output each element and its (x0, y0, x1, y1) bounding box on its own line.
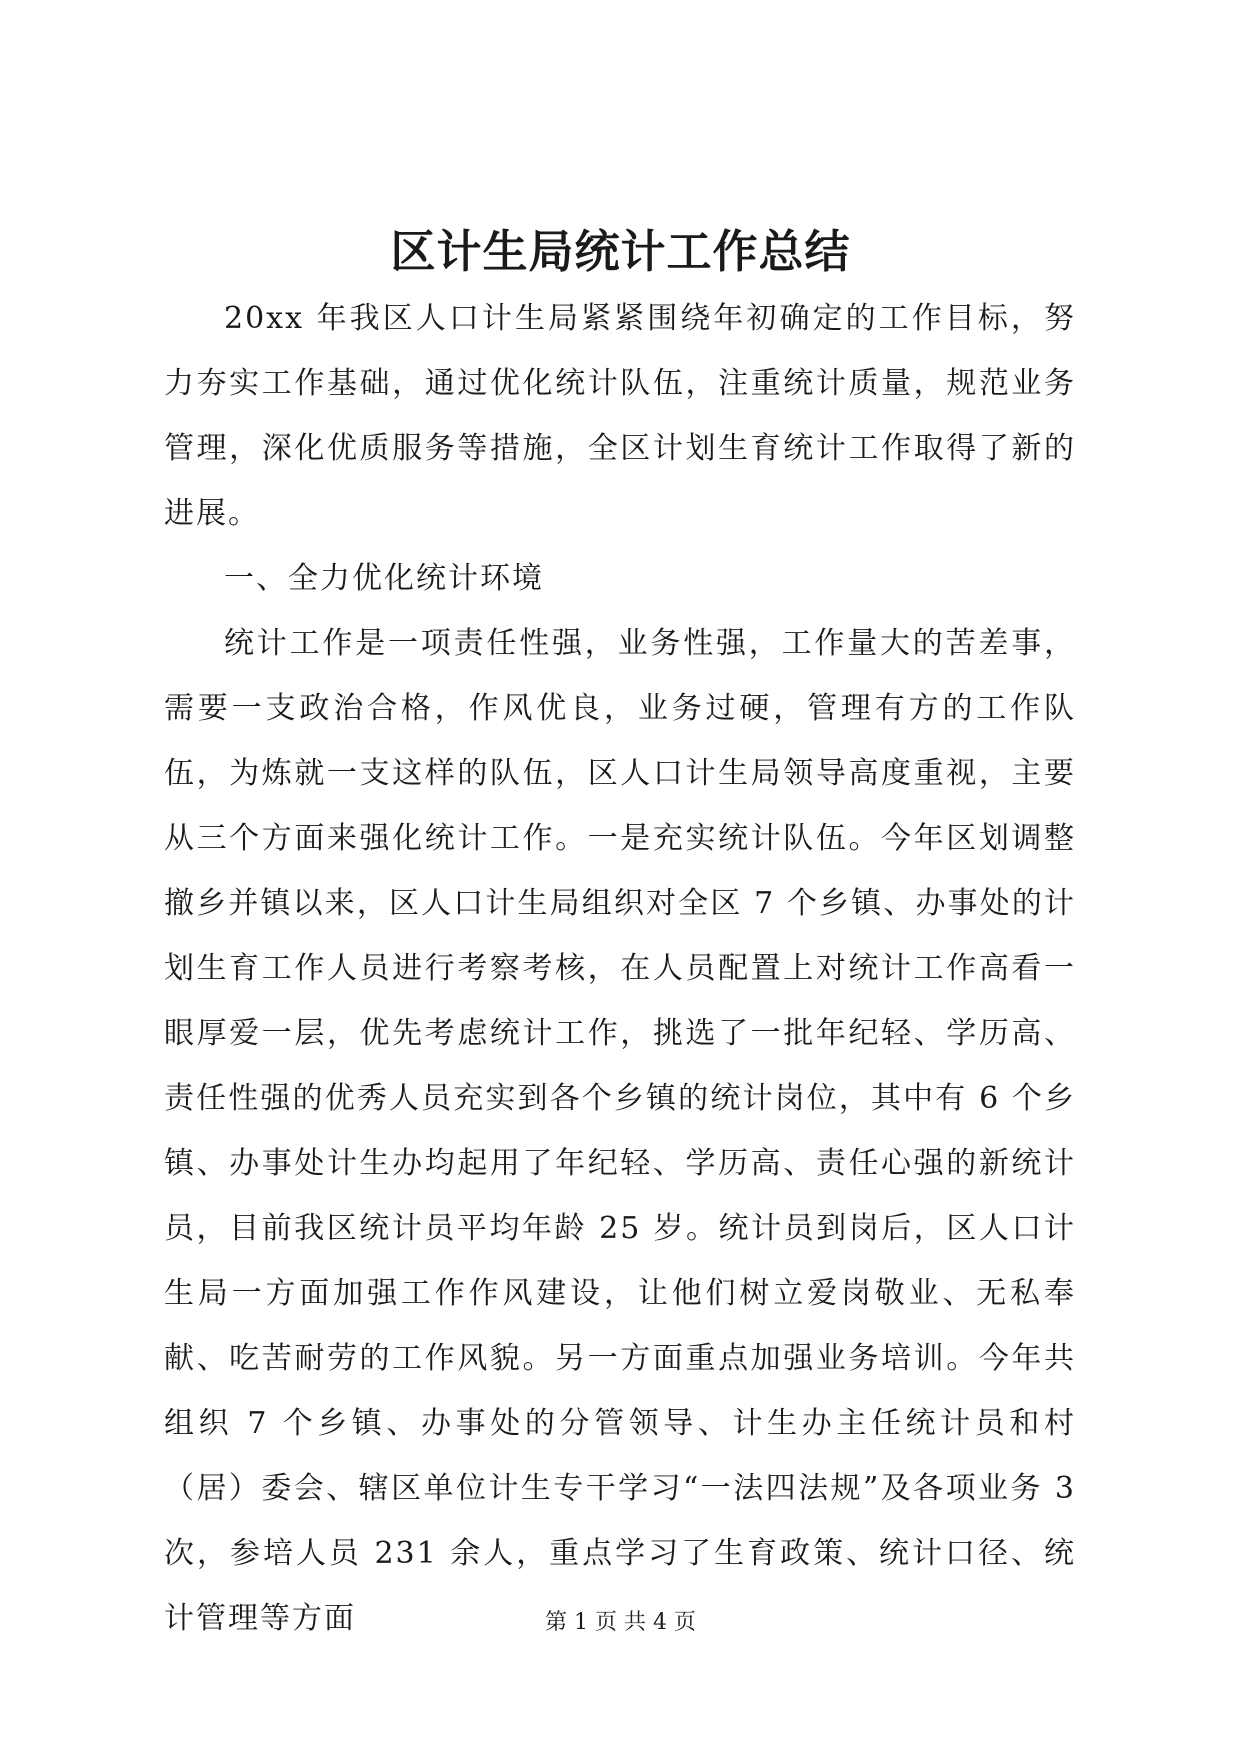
body-paragraph: 统计工作是一项责任性强，业务性强，工作量大的苦差事，需要一支政治合格，作风优良，业务过硬，管理有方的工作队伍，为炼就一支这样的队伍，区人口计生局领导高度重视，主要从三个方面来强化统计工作。一是充实统计队伍。今年区划调整撤乡并镇以来，区人口计生局组织对全区 7 个乡镇、办事处的计划生育工作人员进行考察考核，在人员配置上对统计工作高看一眼厚爱一层，优先考虑统计工作，挑选了一批年纪轻、学历高、责任性强的优秀人员充实到各个乡镇的统计岗位，其中有 6 个乡镇、办事处计生办均起用了年纪轻、学历高、责任心强的新统计员，目前我区统计员平均年龄 25 岁。统计员到岗后，区人口计生局一方面加强工作作风建设，让他们树立爱岗敬业、无私奉献、吃苦耐劳的工作风貌。另一方面重点加强业务培训。今年共组织 7 个乡镇、办事处的分管领导、计生办主任统计员和村（居）委会、辖区单位计生专干学习“一法四法规”及各项业务 3 次，参培人员 231 余人，重点学习了生育政策、统计口径、统计管理等方面 (164, 626, 1076, 1636)
intro-paragraph: 20xx 年我区人口计生局紧紧围绕年初确定的工作目标，努力夯实工作基础，通过优化统计队伍，注重统计质量，规范业务管理，深化优质服务等措施，全区计划生育统计工作取得了新的进展。 (164, 301, 1076, 531)
page-number-footer: 第 1 页 共 4 页 (545, 1610, 696, 1635)
section-heading: 一、全力优化统计环境 (224, 561, 544, 596)
document-body (164, 286, 1076, 1651)
document-title: 区计生局统计工作总结 (390, 225, 851, 278)
